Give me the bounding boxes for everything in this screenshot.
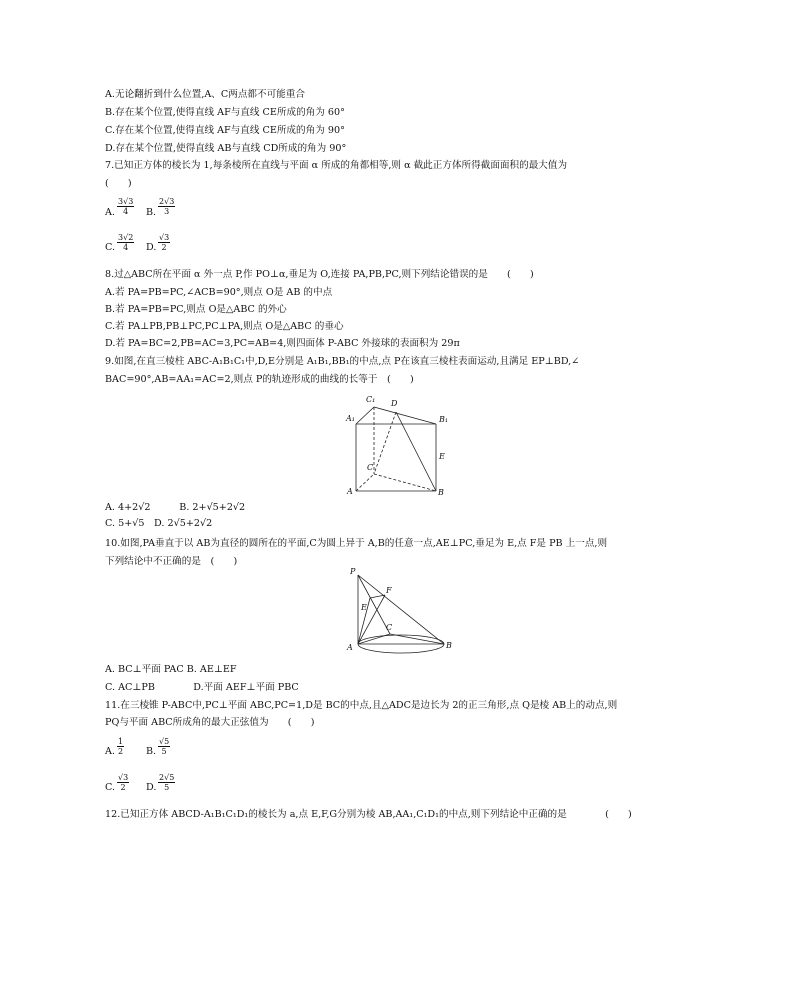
edge-cb-hidden <box>374 474 436 491</box>
q7-bracket: ( ) <box>105 178 132 189</box>
q10-options-cd: C. AC⊥PB D.平面 AEF⊥平面 PBC <box>105 682 299 693</box>
q9-options-ab: A. 4+2√2 B. 2+√5+2√2 <box>105 502 246 513</box>
q11-option-c-label: C. <box>105 782 116 793</box>
q8-option-a: A.若 PA=PB=PC,∠ACB=90°,则点 O是 AB 的中点 <box>105 287 333 298</box>
q6-option-b: B.存在某个位置,使得直线 AF与直线 CE所成的角为 60° <box>105 107 345 118</box>
q8-stem: 8.过△ABC所在平面 α 外一点 P,作 PO⊥α,垂足为 O,连接 PA,PB,PC,则下列结论错误的是 ( ) <box>105 269 534 280</box>
q6-option-d: D.存在某个位置,使得直线 AB与直线 CD所成的角为 90° <box>105 143 347 154</box>
q6-option-c: C.存在某个位置,使得直线 AF与直线 CE所成的角为 90° <box>105 125 345 136</box>
edge-c1b1 <box>374 407 436 424</box>
q10-stem-line2: 下列结论中不正确的是 ( ) <box>105 556 238 567</box>
q7-option-c-label: C. <box>105 242 116 253</box>
q11-option-d-label: D. <box>146 782 157 793</box>
q12-stem: 12.已知正方体 ABCD-A₁B₁C₁D₁的棱长为 a,点 E,F,G分别为棱 AB,AA₁,C₁D₁的中点,则下列结论中正确的是 ( ) <box>105 809 632 820</box>
q9-prism-figure <box>340 388 460 498</box>
edge-a1c1 <box>356 407 374 424</box>
q11-option-c-denominator: 2 <box>120 783 126 792</box>
q11-option-a-label: A. <box>105 746 115 757</box>
q10-cone-figure <box>340 566 460 658</box>
label-c1: C₁ <box>366 395 376 404</box>
q8-option-d: D.若 PA=BC=2,PB=AC=3,PC=AB=4,则四面体 P-ABC 外接球的表面积为 29π <box>105 338 460 349</box>
q11-option-d-denominator: 5 <box>164 783 170 792</box>
q7-option-a-numerator: 3√3 <box>118 197 134 206</box>
q11-option-b-fraction <box>158 737 170 756</box>
label-e: E <box>439 452 445 461</box>
q7-option-d-fraction <box>158 233 170 252</box>
q7-option-a-fraction <box>117 197 134 216</box>
q9-stem-line2: BAC=90°,AB=AA₁=AC=2,则点 P的轨迹形成的曲线的长等于 ( ) <box>105 374 414 385</box>
label-c: C <box>367 463 374 472</box>
q7-option-b-denominator: 3 <box>164 207 170 216</box>
q8-option-b: B.若 PA=PB=PC,则点 O是△ABC 的外心 <box>105 304 287 315</box>
label-b1: B₁ <box>439 415 449 424</box>
label-a: A <box>347 643 353 652</box>
q7-option-b-label: B. <box>146 207 157 218</box>
q8-option-c: C.若 PA⊥PB,PB⊥PC,PC⊥PA,则点 O是△ABC 的垂心 <box>105 321 344 332</box>
q7-option-a-denominator: 4 <box>123 207 129 216</box>
q7-option-d-denominator: 2 <box>161 243 167 252</box>
q11-option-a-denominator: 2 <box>118 747 124 756</box>
label-a: A <box>347 487 353 496</box>
label-a1: A₁ <box>346 414 355 423</box>
label-p: P <box>350 567 356 576</box>
label-c: C <box>386 623 393 632</box>
q7-option-d-label: D. <box>146 242 157 253</box>
q9-options-cd: C. 5+√5 D. 2√5+2√2 <box>105 518 213 529</box>
q9-stem-line1: 9.如图,在直三棱柱 ABC-A₁B₁C₁中,D,E分别是 A₁B₁,BB₁的中点,点 P在该直三棱柱表面运动,且满足 EP⊥BD,∠ <box>105 356 580 367</box>
q11-option-b-numerator: √5 <box>159 737 170 746</box>
label-f: F <box>386 586 392 595</box>
q11-option-b-label: B. <box>146 746 157 757</box>
q11-stem-line1: 11.在三棱锥 P-ABC中,PC⊥平面 ABC,PC=1,D是 BC的中点,且△ADC是边长为 2的正三角形,点 Q是棱 AB上的动点,则 <box>105 700 618 711</box>
q7-option-d-numerator: √3 <box>159 233 170 242</box>
q7-stem: 7.已知正方体的棱长为 1,每条棱所在直线与平面 α 所成的角都相等,则 α 截此正方体所得截面面积的最大值为 <box>105 160 568 171</box>
q7-option-c-fraction <box>117 233 134 252</box>
q11-option-c-numerator: √3 <box>118 773 129 782</box>
label-b: B <box>438 488 444 497</box>
q11-stem-line2: PQ与平面 ABC所成角的最大正弦值为 ( ) <box>105 717 315 728</box>
q11-option-c-fraction <box>117 773 129 792</box>
q11-option-a-numerator: 1 <box>118 737 124 746</box>
q11-option-b-denominator: 5 <box>161 747 167 756</box>
q11-option-d-fraction <box>158 773 175 792</box>
q11-option-a-fraction <box>117 737 124 756</box>
q11-option-d-numerator: 2√5 <box>159 773 175 782</box>
q7-option-c-denominator: 4 <box>123 243 129 252</box>
q6-option-a: A.无论翻折到什么位置,A、C两点都不可能重合 <box>105 89 305 100</box>
q7-option-b-fraction <box>158 197 175 216</box>
segment-dc-hidden <box>374 412 396 474</box>
edge-ac-hidden <box>356 474 374 491</box>
segment-pb <box>358 575 444 644</box>
q7-option-a-label: A. <box>105 207 115 218</box>
q7-option-c-numerator: 3√2 <box>118 233 134 242</box>
label-b: B <box>446 641 452 650</box>
segment-ef <box>370 595 385 598</box>
label-d: D <box>391 399 398 408</box>
q10-options-ab: A. BC⊥平面 PAC B. AE⊥EF <box>105 664 237 675</box>
q7-option-b-numerator: 2√3 <box>159 197 175 206</box>
label-e: E <box>361 603 367 612</box>
q10-stem-line1: 10.如图,PA垂直于以 AB为直径的圆所在的平面,C为圆上异于 A,B的任意一点,AE⊥PC,垂足为 E,点 F是 PB 上一点,则 <box>105 538 608 549</box>
